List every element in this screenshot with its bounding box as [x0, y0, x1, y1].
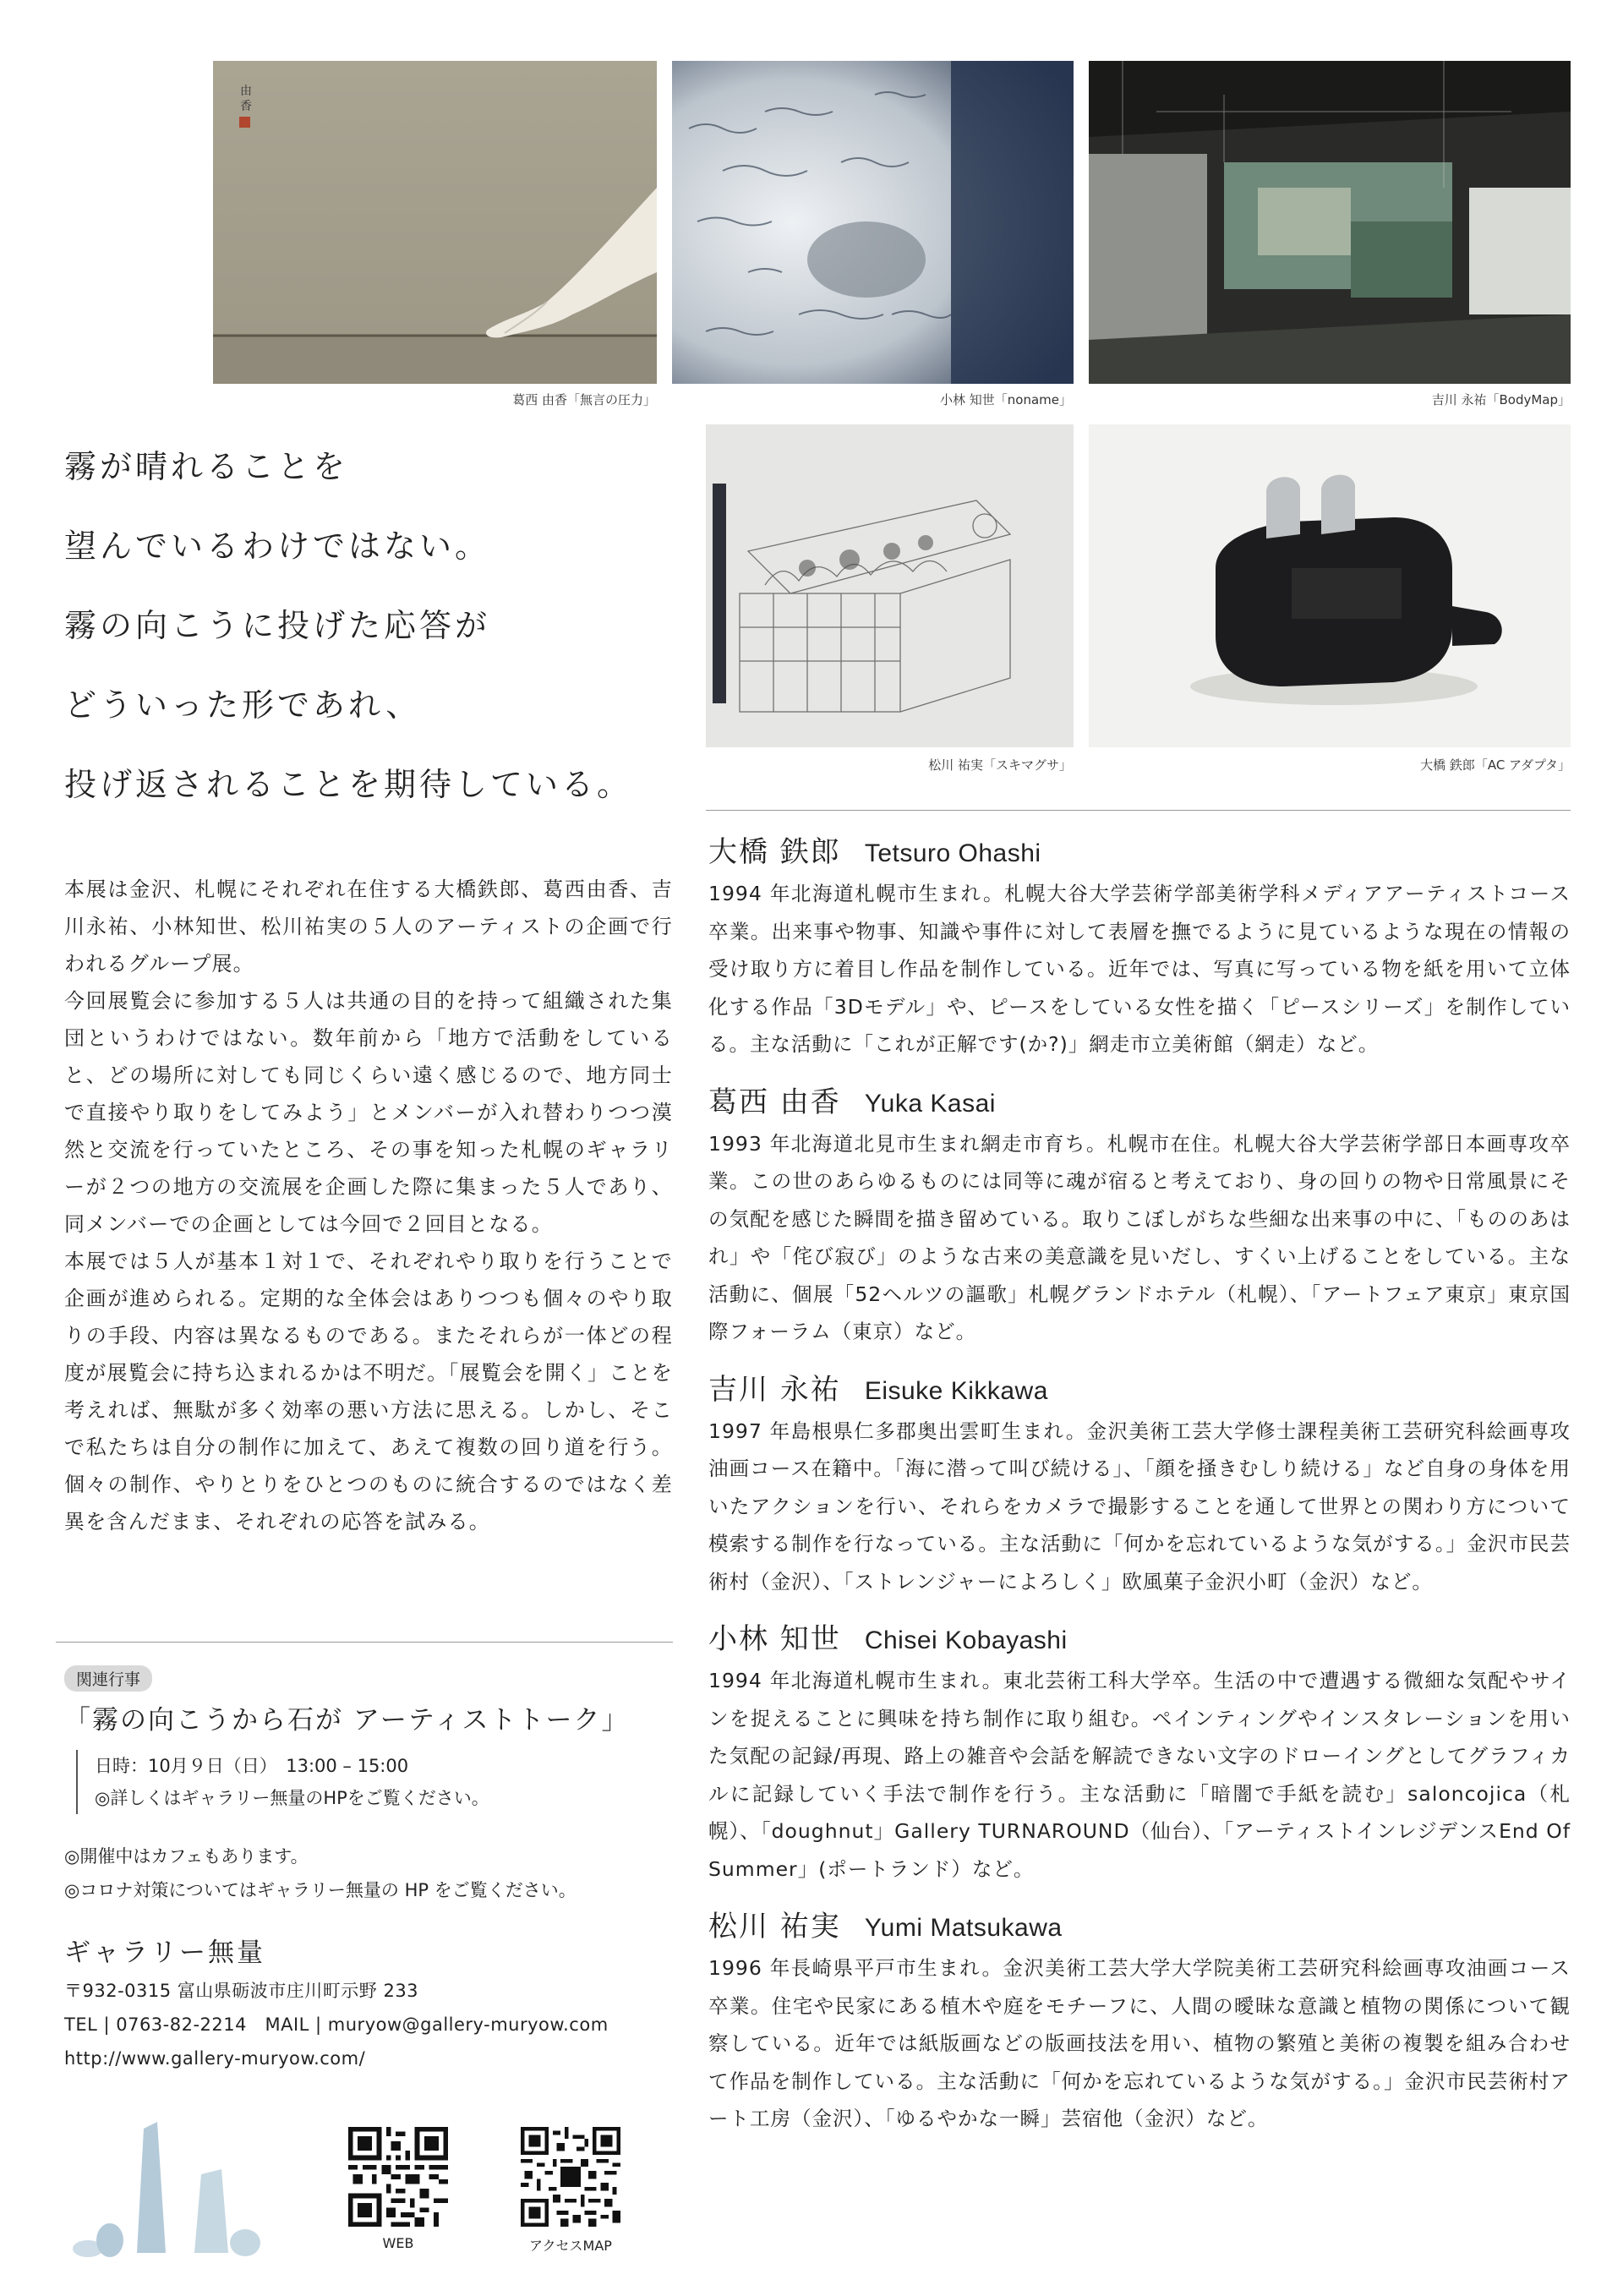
gallery-address: 〒932-0315 富山県砺波市庄川町示野 233: [64, 1981, 419, 2001]
artwork-photo-matsukawa: [706, 424, 1074, 747]
artist-name: 大橋 鉄郎: [708, 835, 841, 869]
event-date: 日時：10月９日（日） 13:00 – 15:00: [95, 1756, 409, 1776]
photo-caption-kasai: 葛西 由香「無言の圧力」: [512, 392, 656, 407]
related-event: [64, 1665, 673, 1814]
photo-caption-kikkawa: 吉川 永祐「BodyMap」: [1431, 392, 1571, 407]
artist-roman-name: Yuka Kasai: [864, 1089, 996, 1118]
artist-bio: 1994 年北海道札幌市生まれ。札幌大谷大学芸術学部美術学科メディアアーティストコース卒業。出来事や物事、知識や事件に対して表層を撫でるように見ているような現在の情報の受け取り方に着目し作品を制作している。近年では、写真に写っている物を紙を用いて立体化する作品「3Dモデル」や、ピースをしている女性を描く「ピースシリーズ」を制作している。主な活動に「これが正解です(か?)」網走市立美術館（網走）など。: [708, 882, 1571, 1056]
artist-roman-name: Tetsuro Ohashi: [864, 839, 1041, 867]
intro-text: [64, 871, 673, 1540]
gallery-name: ギャラリー無量: [64, 1938, 265, 1968]
event-tag: 関連行事: [64, 1665, 152, 1692]
qr-code-web[interactable]: [348, 2127, 448, 2227]
artist-bio: 1994 年北海道札幌市生まれ。東北芸術工科大学卒。生活の中で遭遇する微細な気配やサインを捉えることに興味を持ち制作に取り組む。ペインティングやインスタレーションを用いた気配の記録/再現、路上の雑音や会話を解読できない文字のドローイングとしてグラフィカルに記録していく手法で制作を行う。主な活動に「暗闇で手紙を読む」saloncojica（札幌）、「doughnut」Gallery TURNAROUND（仙台）、「アーティストインレジデンスEnd Of Summer」(ポートランド）など。: [708, 1669, 1571, 1881]
event-details: [76, 1750, 673, 1814]
artist-roman-name: Eisuke Kikkawa: [864, 1376, 1048, 1405]
artist-name: 小林 知世: [708, 1622, 841, 1656]
artist-name: 葛西 由香: [708, 1085, 841, 1119]
qr-label-map: アクセスMAP: [529, 2238, 612, 2254]
artist-bio: 1996 年長崎県平戸市生まれ。金沢美術工芸大学大学院美術工芸研究科絵画専攻油画コース卒業。住宅や民家にある植木や庭をモチーフに、人間の曖昧な意識と植物の関係について観察している。近年では紙版画などの版画技法を用い、植物の繁殖と美術の複製を組み合わせて作品を制作している。主な活動に「何かを忘れているような気がする。」金沢市民芸術村アート工房（金沢）、「ゆるやかな一瞬」芸宿他（金沢）など。: [708, 1956, 1571, 2130]
photo-caption-kobayashi: 小林 知世「noname」: [940, 392, 1072, 407]
note-covid: ◎コロナ対策についてはギャラリー無量の HP をご覧ください。: [64, 1880, 577, 1900]
event-title: 「霧の向こうから石が アーティストトーク」: [64, 1705, 630, 1736]
poem: [64, 448, 656, 845]
event-detail-note: ◎詳しくはギャラリー無量のHPをご覧ください。: [95, 1788, 489, 1808]
artist-entry: [708, 1079, 1571, 1351]
gallery-url[interactable]: http://www.gallery-muryow.com/: [64, 2048, 366, 2069]
poem-line: 投げ返されることを期待している。: [64, 766, 633, 803]
svg-text:香: 香: [240, 100, 252, 113]
poem-line: 望んでいるわけではない。: [64, 528, 491, 565]
artist-entry: [708, 1366, 1571, 1601]
artist-entry: [708, 828, 1571, 1063]
artist-name: 吉川 永祐: [708, 1372, 841, 1407]
poem-line: どういった形であれ、: [64, 686, 422, 724]
note-cafe: ◎開催中はカフェもあります。: [64, 1846, 309, 1867]
gallery-logo: [59, 2122, 287, 2257]
svg-text:由: 由: [240, 85, 252, 98]
artist-name: 松川 祐実: [708, 1910, 841, 1943]
artist-roman-name: Yumi Matsukawa: [864, 1914, 1063, 1942]
divider: [706, 810, 1571, 811]
artist-list: [708, 828, 1571, 2138]
qr-label-web: WEB: [382, 2235, 414, 2251]
artwork-photo-kikkawa: [1089, 61, 1571, 384]
gallery-contact[interactable]: TEL | 0763-82-2214 MAIL | muryow@gallery-muryow.com: [64, 2014, 609, 2035]
photo-caption-matsukawa: 松川 祐実「スキマグサ」: [928, 757, 1072, 773]
artwork-photo-kobayashi: [672, 61, 1074, 384]
intro-paragraph: 本展は金沢、札幌にそれぞれ在住する大橋鉄郎、葛西由香、吉川永祐、小林知世、松川祐実の５人のアーティストの企画で行われるグループ展。: [64, 877, 673, 976]
artwork-photo-kasai: [213, 61, 657, 384]
artist-entry: [708, 1615, 1571, 1888]
notes: [64, 1840, 673, 1907]
intro-paragraph: 今回展覧会に参加する５人は共通の目的を持って組織された集団というわけではない。数年前から「地方で活動をしていると、どの場所に対しても同じくらい遠く感じるので、地方同士で直接やり取りをしてみよう」とメンバーが入れ替わりつつ漠然と交流を行っていたところ、その事を知った札幌のギャラリーが２つの地方の交流展を企画した際に集まった５人であり、同メンバーでの企画としては今回で２回目となる。: [64, 989, 673, 1236]
artist-entry: [708, 1903, 1571, 2138]
artwork-photo-ohashi: [1089, 424, 1571, 747]
divider: [56, 1642, 673, 1643]
poem-line: 霧が晴れることを: [64, 448, 349, 485]
artist-bio: 1997 年島根県仁多郡奥出雲町生まれ。金沢美術工芸大学修士課程美術工芸研究科絵画専攻油画コース在籍中。「海に潜って叫び続ける」、「顔を掻きむしり続ける」など自身の身体を用いたアクションを行い、それらをカメラで撮影することを通して世界との関わり方について模索する制作を行なっている。主な活動に「何かを忘れているような気がする。」金沢市民芸術村（金沢）、「ストレンジャーによろしく」欧風菓子金沢小町（金沢）など。: [708, 1419, 1571, 1594]
photo-caption-ohashi: 大橋 鉄郎「AC アダプタ」: [1420, 757, 1571, 773]
poem-line: 霧の向こうに投げた応答が: [64, 607, 491, 644]
artist-roman-name: Chisei Kobayashi: [864, 1626, 1068, 1654]
qr-code-map[interactable]: [521, 2127, 620, 2227]
intro-paragraph: 本展では５人が基本１対１で、それぞれやり取りを行うことで企画が進められる。定期的な全体会はありつつも個々のやり取りの手段、内容は異なるものである。またそれらが一体どの程度が展覧会に持ち込まれるかは不明だ。「展覧会を開く」ことを考えれば、無駄が多く効率の悪い方法に思える。しかし、そこで私たちは自分の制作に加えて、あえて複数の回り道を行う。個々の制作、やりとりをひとつのものに統合するのではなく差異を含んだまま、それぞれの応答を試みる。: [64, 1249, 673, 1533]
gallery-info: [64, 1931, 673, 2075]
artist-bio: 1993 年北海道北見市生まれ網走市育ち。札幌市在住。札幌大谷大学芸術学部日本画専攻卒業。この世のあらゆるものには同等に魂が宿ると考えており、身の回りの物や日常風景にその気配を感じた瞬間を描き留めている。取りこぼしがちな些細な出来事の中に、「もののあはれ」や「侘び寂び」のような古来の美意識を見いだし、すくい上げることをしている。主な活動に、個展「52ヘルツの謳歌」札幌グランドホテル（札幌）、「アートフェア東京」東京国際フォーラム（東京）など。: [708, 1131, 1571, 1343]
